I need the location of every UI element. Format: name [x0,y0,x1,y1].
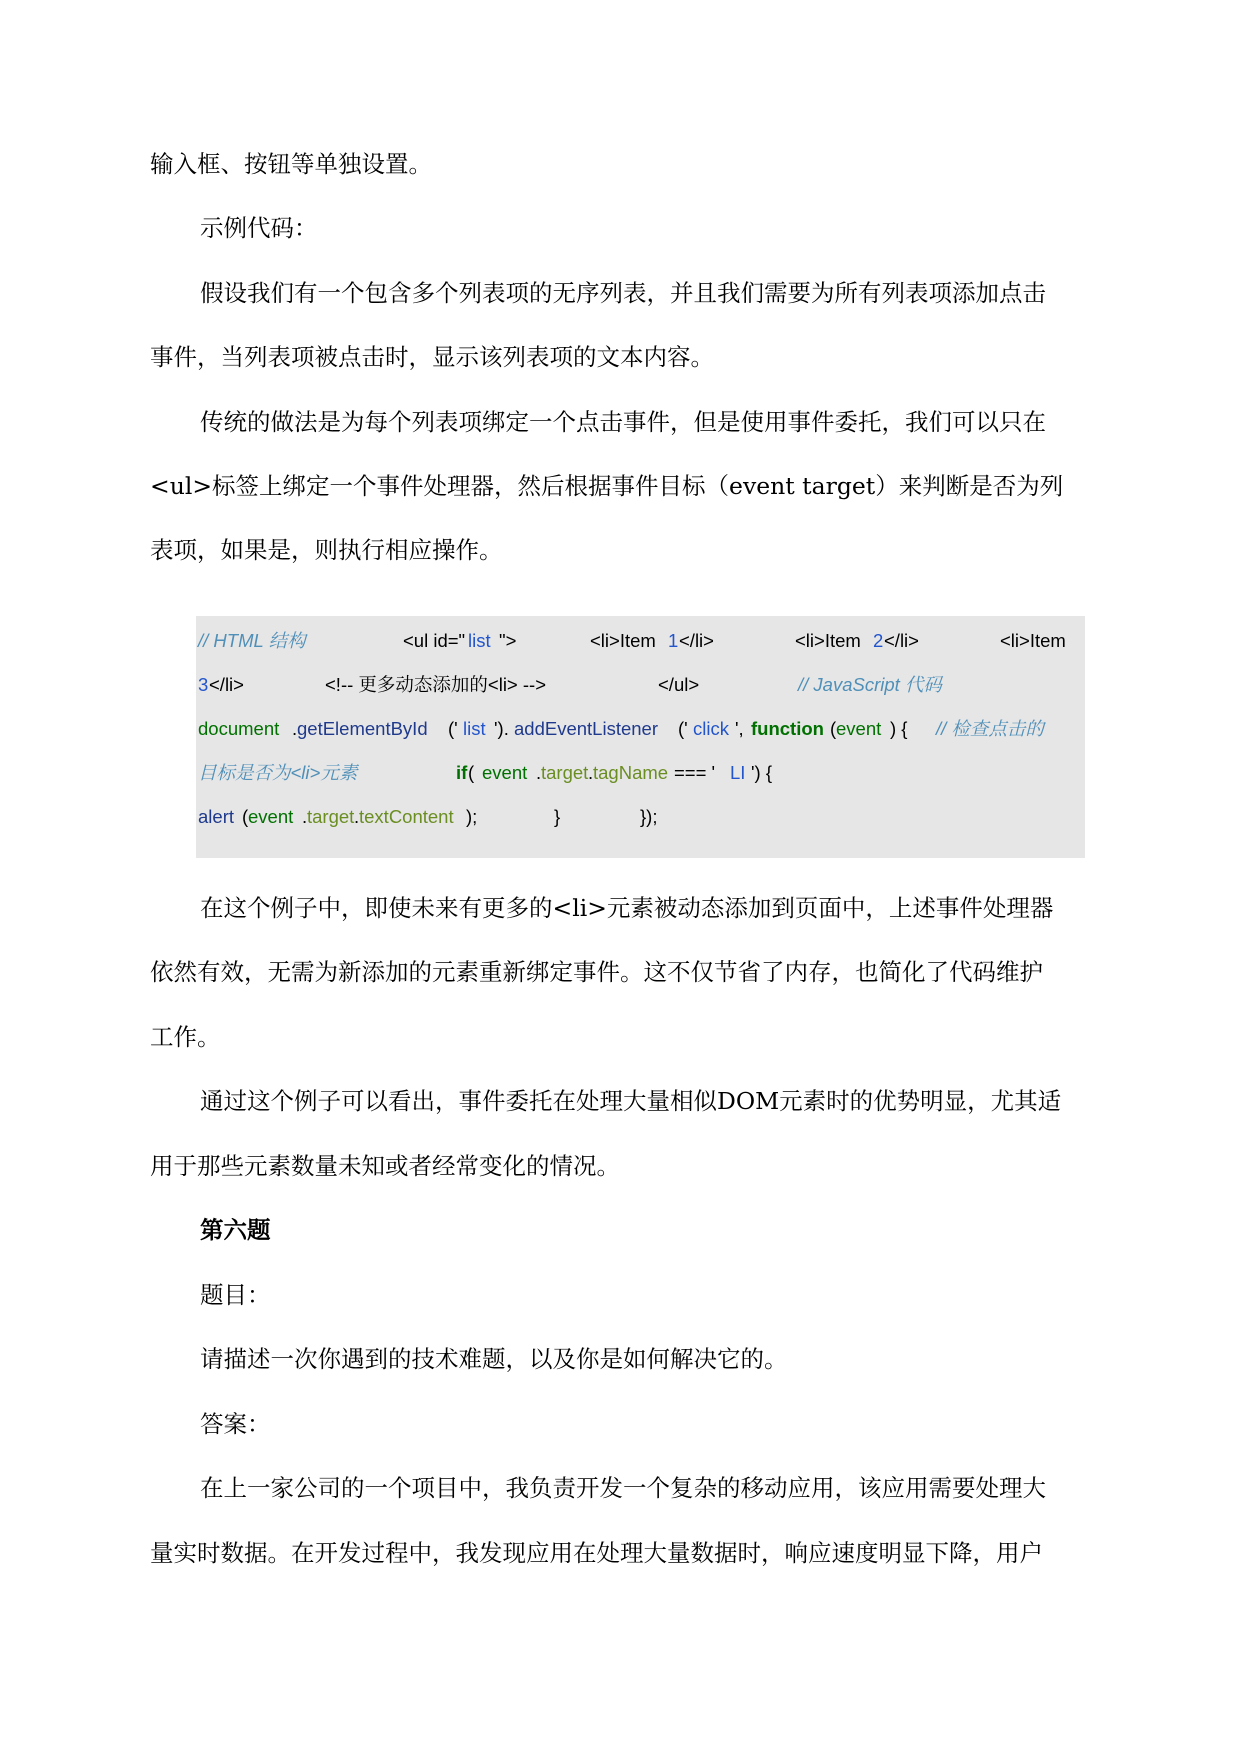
code-identifier: event [836,718,882,739]
code-token: <ul id=" [403,630,466,651]
code-string: list [463,718,486,739]
code-token: === ' [674,762,716,783]
code-property: target [307,806,355,827]
paragraph-text: 输入框、按钮等单独设置。 [150,150,432,178]
code-number: 3 [198,674,209,695]
code-token: ); [466,806,478,827]
code-function: getElementById [297,718,428,739]
answer-text: 量实时数据。在开发过程中，我发现应用在处理大量数据时，响应速度明显下降，用户 [150,1539,1043,1567]
paragraph-text: 假设我们有一个包含多个列表项的无序列表，并且我们需要为所有列表项添加点击 [200,279,1046,307]
question-label: 题目： [200,1281,271,1309]
code-token: ( [830,718,837,739]
paragraph-text: 传统的做法是为每个列表项绑定一个点击事件，但是使用事件委托，我们可以只在 [200,408,1046,436]
code-string: LI [730,762,746,783]
code-token: <li>Item [795,630,861,651]
code-token: </ul> [658,674,700,695]
answer-label: 答案： [200,1410,271,1438]
paragraph-text: 通过这个例子可以看出，事件委托在处理大量相似DOM元素时的优势明显，尤其适 [200,1087,1062,1115]
code-token: . [588,762,594,783]
code-token: }); [640,806,658,827]
code-comment: // JavaScript 代码 [798,674,942,695]
code-string: click [693,718,729,739]
code-token: ', [735,718,744,739]
code-token: (' [678,718,688,739]
code-identifier: document [198,718,280,739]
code-comment: // 检查点击的 [936,718,1044,739]
paragraph-text: <ul>标签上绑定一个事件处理器，然后根据事件目标（event target）来判断是否为列 [150,472,1064,500]
code-token: </li> [884,630,919,651]
code-token: . [354,806,360,827]
code-token: (' [448,718,458,739]
section-heading: 第六题 [200,1216,271,1244]
paragraph-text: 事件，当列表项被点击时，显示该列表项的文本内容。 [150,343,714,371]
code-token: . [302,806,308,827]
code-token: ) { [890,718,908,739]
code-function: alert [198,806,234,827]
code-token: ( [468,762,475,783]
code-token: } [554,806,561,827]
code-number: 1 [668,630,679,651]
code-token: "> [499,630,517,651]
code-property: textContent [359,806,454,827]
code-token: <!-- 更多动态添加的<li> --> [325,674,546,695]
code-token: <li>Item [590,630,656,651]
code-keyword: if [456,762,468,783]
code-property: target [541,762,589,783]
code-number: 2 [873,630,884,651]
code-comment: 目标是否为<li>元素 [198,762,358,783]
code-identifier: event [482,762,528,783]
code-property: tagName [593,762,669,783]
paragraph-text: 表项，如果是，则执行相应操作。 [150,536,503,564]
code-token: ') { [751,762,773,783]
paragraph-text: 在这个例子中，即使未来有更多的<li>元素被动态添加到页面中，上述事件处理器 [200,894,1054,922]
code-token: '). [494,718,509,739]
paragraph-text: 用于那些元素数量未知或者经常变化的情况。 [150,1152,620,1180]
question-text: 请描述一次你遇到的技术难题，以及你是如何解决它的。 [200,1345,788,1373]
code-token: . [292,718,298,739]
code-block [196,616,1085,858]
paragraph-text: 工作。 [150,1023,221,1051]
code-token: </li> [209,674,244,695]
code-identifier: event [248,806,294,827]
code-function: addEventListener [514,718,658,739]
code-string: list [468,630,491,651]
example-code-label: 示例代码： [200,214,318,242]
code-token: ( [242,806,249,827]
paragraph-text: 依然有效，无需为新添加的元素重新绑定事件。这不仅节省了内存，也简化了代码维护 [150,958,1043,986]
code-token: . [536,762,542,783]
answer-text: 在上一家公司的一个项目中，我负责开发一个复杂的移动应用，该应用需要处理大 [200,1474,1046,1502]
code-token: </li> [679,630,714,651]
code-token: <li>Item [1000,630,1066,651]
code-comment: // HTML 结构 [198,630,306,651]
code-keyword: function [751,718,824,739]
